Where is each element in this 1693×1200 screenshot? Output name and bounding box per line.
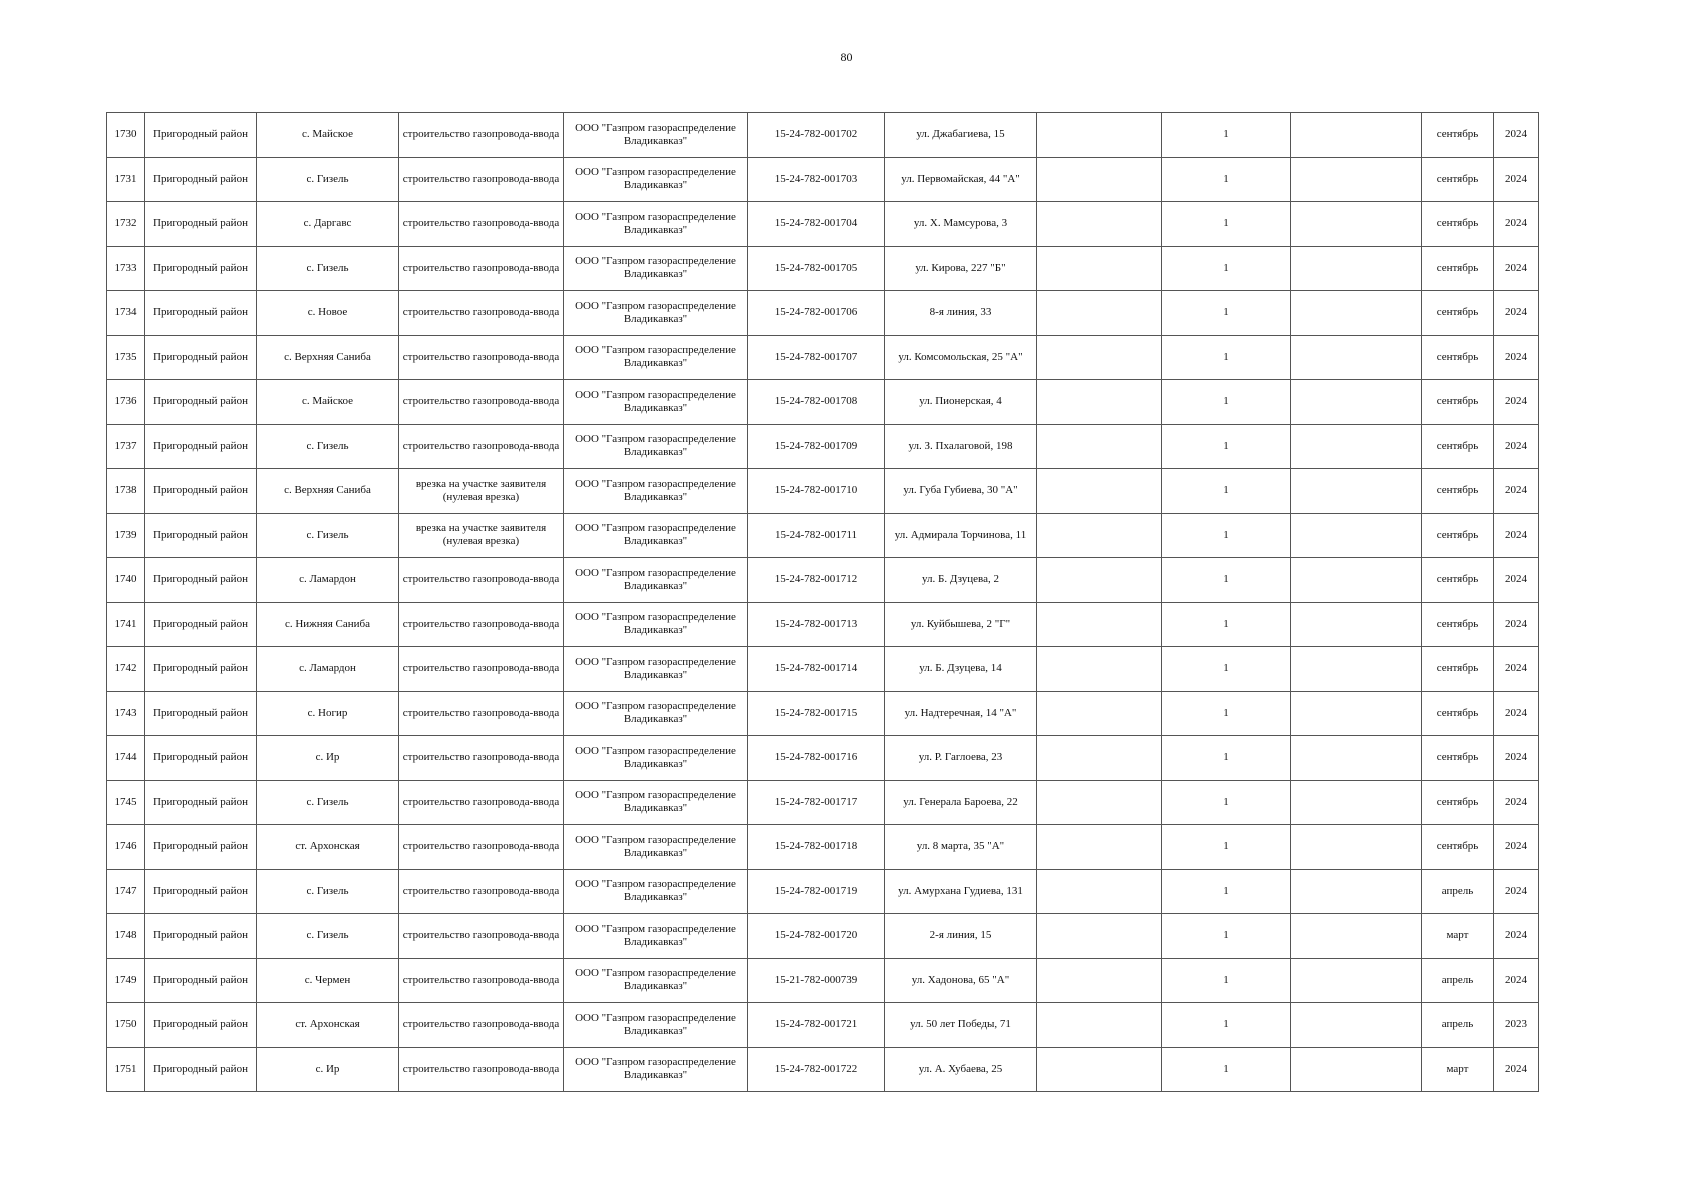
row-number: 1734 <box>107 291 145 336</box>
row-number: 1733 <box>107 246 145 291</box>
work-type-cell: строительство газопровода-ввода <box>399 914 564 959</box>
organization-cell: ООО "Газпром газораспределение Владикавказ" <box>564 647 748 692</box>
year-cell: 2024 <box>1494 647 1539 692</box>
locality-cell: с. Ногир <box>257 691 399 736</box>
organization-cell: ООО "Газпром газораспределение Владикавказ" <box>564 469 748 514</box>
work-type-cell: строительство газопровода-ввода <box>399 558 564 603</box>
empty-cell <box>1037 958 1162 1003</box>
empty-cell <box>1291 691 1422 736</box>
empty-cell <box>1037 558 1162 603</box>
work-type-cell: строительство газопровода-ввода <box>399 691 564 736</box>
table-row <box>107 157 1539 202</box>
locality-cell: с. Гизель <box>257 869 399 914</box>
month-cell: апрель <box>1422 1003 1494 1048</box>
table-row <box>107 335 1539 380</box>
year-cell: 2023 <box>1494 1003 1539 1048</box>
empty-cell <box>1291 513 1422 558</box>
organization-cell: ООО "Газпром газораспределение Владикавказ" <box>564 958 748 1003</box>
work-type-cell: строительство газопровода-ввода <box>399 1003 564 1048</box>
work-type-cell: врезка на участке заявителя (нулевая врезка) <box>399 469 564 514</box>
code-cell: 15-24-782-001713 <box>748 602 885 647</box>
organization-cell: ООО "Газпром газораспределение Владикавказ" <box>564 736 748 781</box>
address-cell: ул. Х. Мамсурова, 3 <box>885 202 1037 247</box>
district-cell: Пригородный район <box>145 647 257 692</box>
year-cell: 2024 <box>1494 602 1539 647</box>
organization-cell: ООО "Газпром газораспределение Владикавказ" <box>564 780 748 825</box>
organization-cell: ООО "Газпром газораспределение Владикавказ" <box>564 424 748 469</box>
row-number: 1740 <box>107 558 145 603</box>
quantity-cell: 1 <box>1162 469 1291 514</box>
code-cell: 15-24-782-001702 <box>748 113 885 158</box>
month-cell: март <box>1422 914 1494 959</box>
locality-cell: с. Гизель <box>257 914 399 959</box>
organization-cell: ООО "Газпром газораспределение Владикавказ" <box>564 246 748 291</box>
quantity-cell: 1 <box>1162 825 1291 870</box>
address-cell: ул. Б. Дзуцева, 14 <box>885 647 1037 692</box>
district-cell: Пригородный район <box>145 602 257 647</box>
quantity-cell: 1 <box>1162 380 1291 425</box>
year-cell: 2024 <box>1494 1047 1539 1092</box>
month-cell: сентябрь <box>1422 424 1494 469</box>
row-number: 1732 <box>107 202 145 247</box>
empty-cell <box>1037 691 1162 736</box>
address-cell: ул. Надтеречная, 14 "А" <box>885 691 1037 736</box>
quantity-cell: 1 <box>1162 424 1291 469</box>
locality-cell: с. Верхняя Саниба <box>257 335 399 380</box>
work-type-cell: строительство газопровода-ввода <box>399 958 564 1003</box>
empty-cell <box>1037 469 1162 514</box>
table-row <box>107 113 1539 158</box>
address-cell: 8-я линия, 33 <box>885 291 1037 336</box>
district-cell: Пригородный район <box>145 780 257 825</box>
month-cell: сентябрь <box>1422 691 1494 736</box>
address-cell: ул. Р. Гаглоева, 23 <box>885 736 1037 781</box>
month-cell: сентябрь <box>1422 335 1494 380</box>
table-row <box>107 647 1539 692</box>
row-number: 1731 <box>107 157 145 202</box>
empty-cell <box>1037 380 1162 425</box>
code-cell: 15-24-782-001704 <box>748 202 885 247</box>
table-row <box>107 958 1539 1003</box>
empty-cell <box>1291 1003 1422 1048</box>
quantity-cell: 1 <box>1162 736 1291 781</box>
code-cell: 15-24-782-001714 <box>748 647 885 692</box>
table-row <box>107 1003 1539 1048</box>
year-cell: 2024 <box>1494 513 1539 558</box>
address-cell: ул. Первомайская, 44 "А" <box>885 157 1037 202</box>
work-type-cell: строительство газопровода-ввода <box>399 602 564 647</box>
month-cell: март <box>1422 1047 1494 1092</box>
row-number: 1742 <box>107 647 145 692</box>
address-cell: ул. Амурхана Гудиева, 131 <box>885 869 1037 914</box>
page-number: 80 <box>840 50 853 64</box>
district-cell: Пригородный район <box>145 380 257 425</box>
code-cell: 15-24-782-001706 <box>748 291 885 336</box>
district-cell: Пригородный район <box>145 246 257 291</box>
row-number: 1736 <box>107 380 145 425</box>
empty-cell <box>1291 958 1422 1003</box>
row-number: 1741 <box>107 602 145 647</box>
address-cell: ул. 8 марта, 35 "А" <box>885 825 1037 870</box>
code-cell: 15-21-782-000739 <box>748 958 885 1003</box>
district-cell: Пригородный район <box>145 424 257 469</box>
empty-cell <box>1291 335 1422 380</box>
organization-cell: ООО "Газпром газораспределение Владикавказ" <box>564 202 748 247</box>
empty-cell <box>1291 825 1422 870</box>
quantity-cell: 1 <box>1162 513 1291 558</box>
month-cell: сентябрь <box>1422 469 1494 514</box>
year-cell: 2024 <box>1494 825 1539 870</box>
locality-cell: с. Ламардон <box>257 558 399 603</box>
address-cell: ул. Кирова, 227 "Б" <box>885 246 1037 291</box>
month-cell: сентябрь <box>1422 246 1494 291</box>
quantity-cell: 1 <box>1162 113 1291 158</box>
district-cell: Пригородный район <box>145 1047 257 1092</box>
district-cell: Пригородный район <box>145 736 257 781</box>
month-cell: апрель <box>1422 958 1494 1003</box>
district-cell: Пригородный район <box>145 202 257 247</box>
district-cell: Пригородный район <box>145 513 257 558</box>
row-number: 1750 <box>107 1003 145 1048</box>
work-type-cell: строительство газопровода-ввода <box>399 736 564 781</box>
locality-cell: с. Ламардон <box>257 647 399 692</box>
row-number: 1739 <box>107 513 145 558</box>
code-cell: 15-24-782-001715 <box>748 691 885 736</box>
year-cell: 2024 <box>1494 736 1539 781</box>
locality-cell: с. Новое <box>257 291 399 336</box>
organization-cell: ООО "Газпром газораспределение Владикавказ" <box>564 113 748 158</box>
locality-cell: с. Ир <box>257 1047 399 1092</box>
code-cell: 15-24-782-001718 <box>748 825 885 870</box>
code-cell: 15-24-782-001712 <box>748 558 885 603</box>
empty-cell <box>1291 869 1422 914</box>
address-cell: ул. Хадонова, 65 "А" <box>885 958 1037 1003</box>
work-type-cell: строительство газопровода-ввода <box>399 380 564 425</box>
empty-cell <box>1037 825 1162 870</box>
code-cell: 15-24-782-001708 <box>748 380 885 425</box>
empty-cell <box>1291 246 1422 291</box>
organization-cell: ООО "Газпром газораспределение Владикавказ" <box>564 558 748 603</box>
year-cell: 2024 <box>1494 780 1539 825</box>
code-cell: 15-24-782-001705 <box>748 246 885 291</box>
empty-cell <box>1037 513 1162 558</box>
row-number: 1749 <box>107 958 145 1003</box>
table-row <box>107 202 1539 247</box>
address-cell: 2-я линия, 15 <box>885 914 1037 959</box>
code-cell: 15-24-782-001716 <box>748 736 885 781</box>
year-cell: 2024 <box>1494 558 1539 603</box>
district-cell: Пригородный район <box>145 558 257 603</box>
work-type-cell: строительство газопровода-ввода <box>399 1047 564 1092</box>
year-cell: 2024 <box>1494 202 1539 247</box>
work-type-cell: строительство газопровода-ввода <box>399 869 564 914</box>
table-row <box>107 424 1539 469</box>
work-type-cell: строительство газопровода-ввода <box>399 647 564 692</box>
row-number: 1730 <box>107 113 145 158</box>
organization-cell: ООО "Газпром газораспределение Владикавказ" <box>564 602 748 647</box>
work-type-cell: строительство газопровода-ввода <box>399 825 564 870</box>
quantity-cell: 1 <box>1162 958 1291 1003</box>
row-number: 1745 <box>107 780 145 825</box>
address-cell: ул. Пионерская, 4 <box>885 380 1037 425</box>
year-cell: 2024 <box>1494 914 1539 959</box>
empty-cell <box>1037 424 1162 469</box>
work-type-cell: строительство газопровода-ввода <box>399 157 564 202</box>
month-cell: сентябрь <box>1422 780 1494 825</box>
month-cell: сентябрь <box>1422 825 1494 870</box>
organization-cell: ООО "Газпром газораспределение Владикавказ" <box>564 513 748 558</box>
address-cell: ул. Адмирала Торчинова, 11 <box>885 513 1037 558</box>
work-type-cell: строительство газопровода-ввода <box>399 246 564 291</box>
quantity-cell: 1 <box>1162 647 1291 692</box>
empty-cell <box>1037 736 1162 781</box>
row-number: 1735 <box>107 335 145 380</box>
table-row <box>107 914 1539 959</box>
code-cell: 15-24-782-001719 <box>748 869 885 914</box>
address-cell: ул. З. Пхалаговой, 198 <box>885 424 1037 469</box>
quantity-cell: 1 <box>1162 202 1291 247</box>
locality-cell: с. Гизель <box>257 424 399 469</box>
address-cell: ул. 50 лет Победы, 71 <box>885 1003 1037 1048</box>
code-cell: 15-24-782-001711 <box>748 513 885 558</box>
district-cell: Пригородный район <box>145 469 257 514</box>
work-type-cell: врезка на участке заявителя (нулевая врезка) <box>399 513 564 558</box>
empty-cell <box>1291 380 1422 425</box>
address-cell: ул. Б. Дзуцева, 2 <box>885 558 1037 603</box>
district-cell: Пригородный район <box>145 958 257 1003</box>
month-cell: сентябрь <box>1422 380 1494 425</box>
code-cell: 15-24-782-001717 <box>748 780 885 825</box>
empty-cell <box>1291 558 1422 603</box>
work-type-cell: строительство газопровода-ввода <box>399 780 564 825</box>
empty-cell <box>1037 602 1162 647</box>
locality-cell: с. Майское <box>257 380 399 425</box>
empty-cell <box>1037 157 1162 202</box>
empty-cell <box>1037 869 1162 914</box>
month-cell: сентябрь <box>1422 602 1494 647</box>
row-number: 1743 <box>107 691 145 736</box>
year-cell: 2024 <box>1494 958 1539 1003</box>
table-row <box>107 602 1539 647</box>
quantity-cell: 1 <box>1162 291 1291 336</box>
address-cell: ул. Губа Губиева, 30 "А" <box>885 469 1037 514</box>
quantity-cell: 1 <box>1162 335 1291 380</box>
organization-cell: ООО "Газпром газораспределение Владикавказ" <box>564 1003 748 1048</box>
district-cell: Пригородный район <box>145 914 257 959</box>
row-number: 1748 <box>107 914 145 959</box>
district-cell: Пригородный район <box>145 291 257 336</box>
empty-cell <box>1037 335 1162 380</box>
district-cell: Пригородный район <box>145 157 257 202</box>
quantity-cell: 1 <box>1162 246 1291 291</box>
organization-cell: ООО "Газпром газораспределение Владикавказ" <box>564 157 748 202</box>
empty-cell <box>1037 780 1162 825</box>
year-cell: 2024 <box>1494 113 1539 158</box>
table-row <box>107 291 1539 336</box>
table-row <box>107 825 1539 870</box>
year-cell: 2024 <box>1494 246 1539 291</box>
registry-table <box>106 112 1539 1092</box>
empty-cell <box>1291 291 1422 336</box>
registry-body <box>107 113 1539 1092</box>
table-row <box>107 780 1539 825</box>
month-cell: сентябрь <box>1422 513 1494 558</box>
month-cell: сентябрь <box>1422 157 1494 202</box>
quantity-cell: 1 <box>1162 691 1291 736</box>
year-cell: 2024 <box>1494 469 1539 514</box>
district-cell: Пригородный район <box>145 691 257 736</box>
year-cell: 2024 <box>1494 691 1539 736</box>
table-row <box>107 246 1539 291</box>
address-cell: ул. Генерала Бароева, 22 <box>885 780 1037 825</box>
empty-cell <box>1291 202 1422 247</box>
empty-cell <box>1037 291 1162 336</box>
row-number: 1744 <box>107 736 145 781</box>
empty-cell <box>1291 780 1422 825</box>
organization-cell: ООО "Газпром газораспределение Владикавказ" <box>564 869 748 914</box>
month-cell: сентябрь <box>1422 291 1494 336</box>
row-number: 1746 <box>107 825 145 870</box>
code-cell: 15-24-782-001709 <box>748 424 885 469</box>
empty-cell <box>1037 647 1162 692</box>
locality-cell: с. Даргавс <box>257 202 399 247</box>
locality-cell: с. Ир <box>257 736 399 781</box>
organization-cell: ООО "Газпром газораспределение Владикавказ" <box>564 1047 748 1092</box>
empty-cell <box>1037 1047 1162 1092</box>
table-row <box>107 513 1539 558</box>
empty-cell <box>1291 647 1422 692</box>
table-row <box>107 869 1539 914</box>
district-cell: Пригородный район <box>145 825 257 870</box>
code-cell: 15-24-782-001722 <box>748 1047 885 1092</box>
code-cell: 15-24-782-001707 <box>748 335 885 380</box>
month-cell: сентябрь <box>1422 113 1494 158</box>
organization-cell: ООО "Газпром газораспределение Владикавказ" <box>564 380 748 425</box>
locality-cell: с. Гизель <box>257 780 399 825</box>
month-cell: сентябрь <box>1422 736 1494 781</box>
row-number: 1737 <box>107 424 145 469</box>
locality-cell: с. Чермен <box>257 958 399 1003</box>
row-number: 1738 <box>107 469 145 514</box>
table-row <box>107 469 1539 514</box>
address-cell: ул. Комсомольская, 25 "А" <box>885 335 1037 380</box>
year-cell: 2024 <box>1494 869 1539 914</box>
quantity-cell: 1 <box>1162 157 1291 202</box>
locality-cell: с. Гизель <box>257 157 399 202</box>
locality-cell: с. Нижняя Саниба <box>257 602 399 647</box>
empty-cell <box>1291 424 1422 469</box>
locality-cell: ст. Архонская <box>257 1003 399 1048</box>
month-cell: сентябрь <box>1422 558 1494 603</box>
quantity-cell: 1 <box>1162 914 1291 959</box>
organization-cell: ООО "Газпром газораспределение Владикавказ" <box>564 914 748 959</box>
organization-cell: ООО "Газпром газораспределение Владикавказ" <box>564 291 748 336</box>
work-type-cell: строительство газопровода-ввода <box>399 202 564 247</box>
address-cell: ул. А. Хубаева, 25 <box>885 1047 1037 1092</box>
month-cell: апрель <box>1422 869 1494 914</box>
year-cell: 2024 <box>1494 157 1539 202</box>
table-row <box>107 558 1539 603</box>
table-row <box>107 1047 1539 1092</box>
code-cell: 15-24-782-001710 <box>748 469 885 514</box>
district-cell: Пригородный район <box>145 113 257 158</box>
code-cell: 15-24-782-001720 <box>748 914 885 959</box>
empty-cell <box>1291 113 1422 158</box>
table-row <box>107 736 1539 781</box>
locality-cell: с. Гизель <box>257 513 399 558</box>
work-type-cell: строительство газопровода-ввода <box>399 335 564 380</box>
table-row <box>107 691 1539 736</box>
year-cell: 2024 <box>1494 335 1539 380</box>
locality-cell: с. Гизель <box>257 246 399 291</box>
code-cell: 15-24-782-001721 <box>748 1003 885 1048</box>
year-cell: 2024 <box>1494 380 1539 425</box>
district-cell: Пригородный район <box>145 869 257 914</box>
year-cell: 2024 <box>1494 291 1539 336</box>
code-cell: 15-24-782-001703 <box>748 157 885 202</box>
address-cell: ул. Куйбышева, 2 "Г" <box>885 602 1037 647</box>
district-cell: Пригородный район <box>145 1003 257 1048</box>
table-row <box>107 380 1539 425</box>
work-type-cell: строительство газопровода-ввода <box>399 113 564 158</box>
quantity-cell: 1 <box>1162 1047 1291 1092</box>
row-number: 1747 <box>107 869 145 914</box>
quantity-cell: 1 <box>1162 558 1291 603</box>
empty-cell <box>1291 469 1422 514</box>
empty-cell <box>1037 914 1162 959</box>
organization-cell: ООО "Газпром газораспределение Владикавказ" <box>564 825 748 870</box>
district-cell: Пригородный район <box>145 335 257 380</box>
locality-cell: с. Верхняя Саниба <box>257 469 399 514</box>
month-cell: сентябрь <box>1422 647 1494 692</box>
month-cell: сентябрь <box>1422 202 1494 247</box>
empty-cell <box>1037 113 1162 158</box>
empty-cell <box>1291 914 1422 959</box>
empty-cell <box>1291 736 1422 781</box>
empty-cell <box>1037 1003 1162 1048</box>
empty-cell <box>1291 602 1422 647</box>
empty-cell <box>1037 246 1162 291</box>
year-cell: 2024 <box>1494 424 1539 469</box>
locality-cell: ст. Архонская <box>257 825 399 870</box>
empty-cell <box>1291 157 1422 202</box>
quantity-cell: 1 <box>1162 602 1291 647</box>
empty-cell <box>1291 1047 1422 1092</box>
quantity-cell: 1 <box>1162 780 1291 825</box>
locality-cell: с. Майское <box>257 113 399 158</box>
organization-cell: ООО "Газпром газораспределение Владикавказ" <box>564 335 748 380</box>
row-number: 1751 <box>107 1047 145 1092</box>
work-type-cell: строительство газопровода-ввода <box>399 424 564 469</box>
organization-cell: ООО "Газпром газораспределение Владикавказ" <box>564 691 748 736</box>
empty-cell <box>1037 202 1162 247</box>
quantity-cell: 1 <box>1162 869 1291 914</box>
address-cell: ул. Джабагиева, 15 <box>885 113 1037 158</box>
quantity-cell: 1 <box>1162 1003 1291 1048</box>
work-type-cell: строительство газопровода-ввода <box>399 291 564 336</box>
